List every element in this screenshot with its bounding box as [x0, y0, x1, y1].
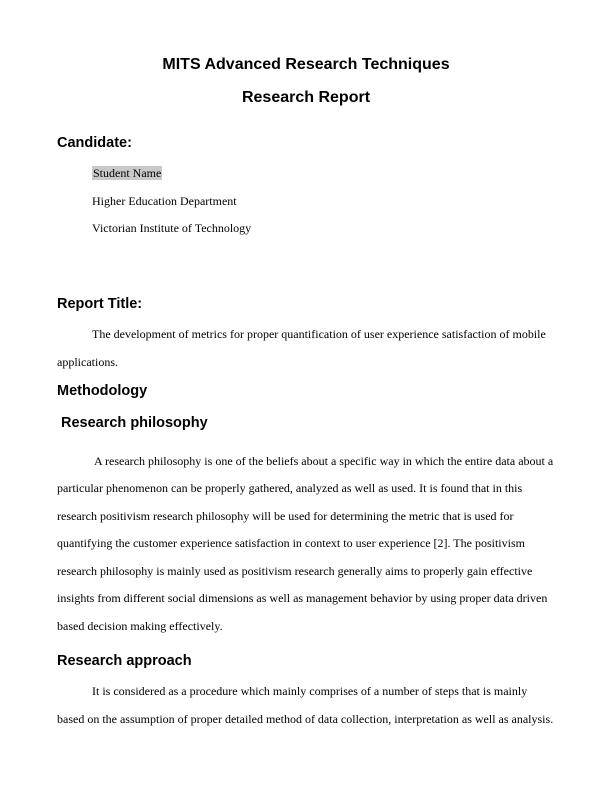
student-name-highlight: Student Name: [93, 166, 162, 180]
methodology-heading: Methodology: [57, 383, 148, 399]
research-approach-heading: Research approach: [57, 653, 192, 669]
philosophy-line: A research philosophy is one of the beliefs about a specific way in which the entire data about a: [94, 454, 554, 468]
candidate-heading: Candidate:: [57, 135, 132, 151]
philosophy-line: research philosophy is mainly used as positivism research generally aims to properly gain effective: [57, 564, 533, 578]
report-title-line: The development of metrics for proper quantification of user experience satisfaction of mobile: [92, 327, 546, 341]
document-subtitle: Research Report: [241, 89, 371, 106]
student-name: [92, 166, 162, 181]
philosophy-line: research positivism research philosophy will be used for determining the metric that is used for: [57, 509, 514, 523]
approach-line: based on the assumption of proper detailed method of data collection, interpretation as well as analysis.: [57, 712, 554, 726]
report-title-line: applications.: [57, 355, 118, 369]
department: Higher Education Department: [92, 194, 237, 208]
institute: Victorian Institute of Technology: [92, 221, 252, 235]
philosophy-line: particular phenomenon can be properly gathered, analyzed as well as used. It is found that in this: [57, 481, 523, 495]
report-title-heading: Report Title:: [57, 296, 143, 312]
philosophy-line: insights from different social dimensions as well as management behavior by using proper data driven: [57, 591, 548, 605]
approach-line: It is considered as a procedure which mainly comprises of a number of steps that is mainly: [92, 684, 528, 698]
philosophy-line: based decision making effectively.: [57, 619, 223, 633]
document-title: MITS Advanced Research Techniques: [162, 56, 450, 73]
research-philosophy-heading: Research philosophy: [61, 415, 208, 431]
philosophy-line: quantifying the customer experience satisfaction in context to user experience [2]. The positivism: [57, 536, 525, 550]
